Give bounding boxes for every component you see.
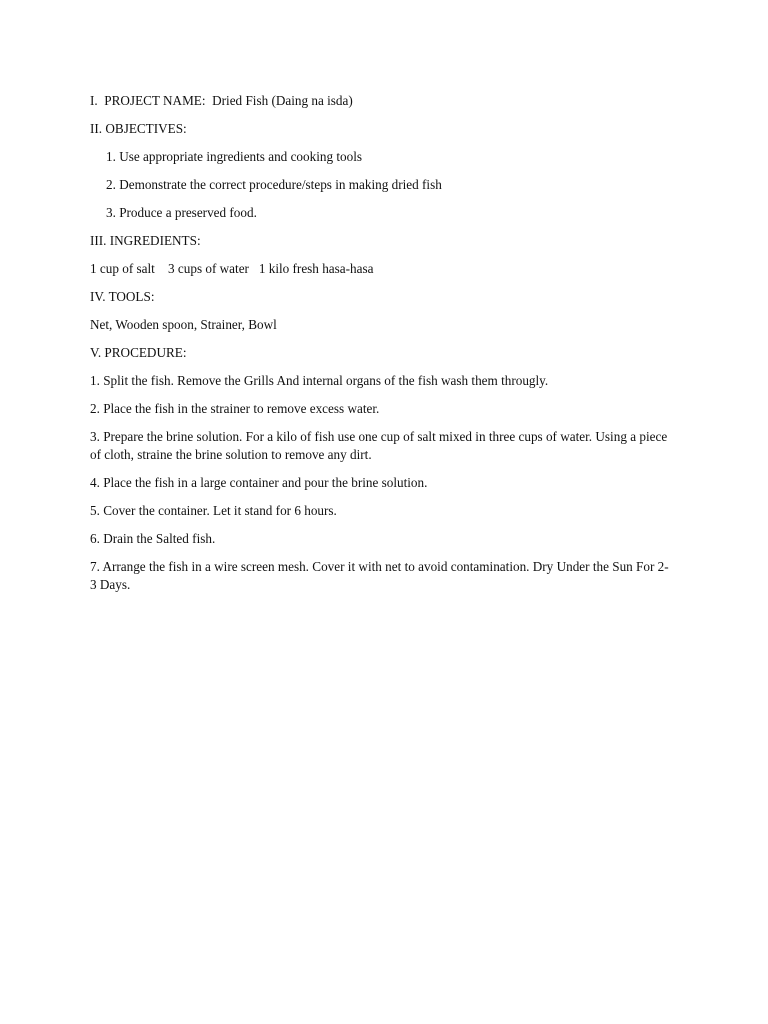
procedure-step-6: 6. Drain the Salted fish.	[90, 531, 216, 546]
ingredients-heading: III. INGREDIENTS:	[90, 233, 201, 248]
procedure-step-2: 2. Place the fish in the strainer to remove excess water.	[90, 401, 380, 416]
procedure-step-1: 1. Split the fish. Remove the Grills And internal organs of the fish wash them througly.	[90, 373, 549, 388]
document-body	[90, 92, 675, 604]
procedure-step-5: 5. Cover the container. Let it stand for 6 hours.	[90, 503, 337, 518]
procedure-step-4: 4. Place the fish in a large container and pour the brine solution.	[90, 475, 428, 490]
objective-item-2: 2. Demonstrate the correct procedure/steps in making dried fish	[106, 177, 442, 192]
tools-line: Net, Wooden spoon, Strainer, Bowl	[90, 317, 277, 332]
objectives-heading: II. OBJECTIVES:	[90, 121, 187, 136]
objective-item-1: 1. Use appropriate ingredients and cooking tools	[106, 149, 362, 164]
procedure-heading: V. PROCEDURE:	[90, 345, 187, 360]
objective-item-3: 3. Produce a preserved food.	[106, 205, 257, 220]
ingredients-line: 1 cup of salt 3 cups of water 1 kilo fresh hasa-hasa	[90, 261, 374, 276]
project-name-line: I. PROJECT NAME: Dried Fish (Daing na isda)	[90, 93, 353, 108]
procedure-step-7: 7. Arrange the fish in a wire screen mesh. Cover it with net to avoid contamination. Dry Under the Sun For 2-3 Days.	[90, 559, 669, 592]
tools-heading: IV. TOOLS:	[90, 289, 155, 304]
procedure-step-3: 3. Prepare the brine solution. For a kilo of fish use one cup of salt mixed in three cups of water. Using a piece of cloth, straine the brine solution to remove any dirt.	[90, 429, 671, 462]
